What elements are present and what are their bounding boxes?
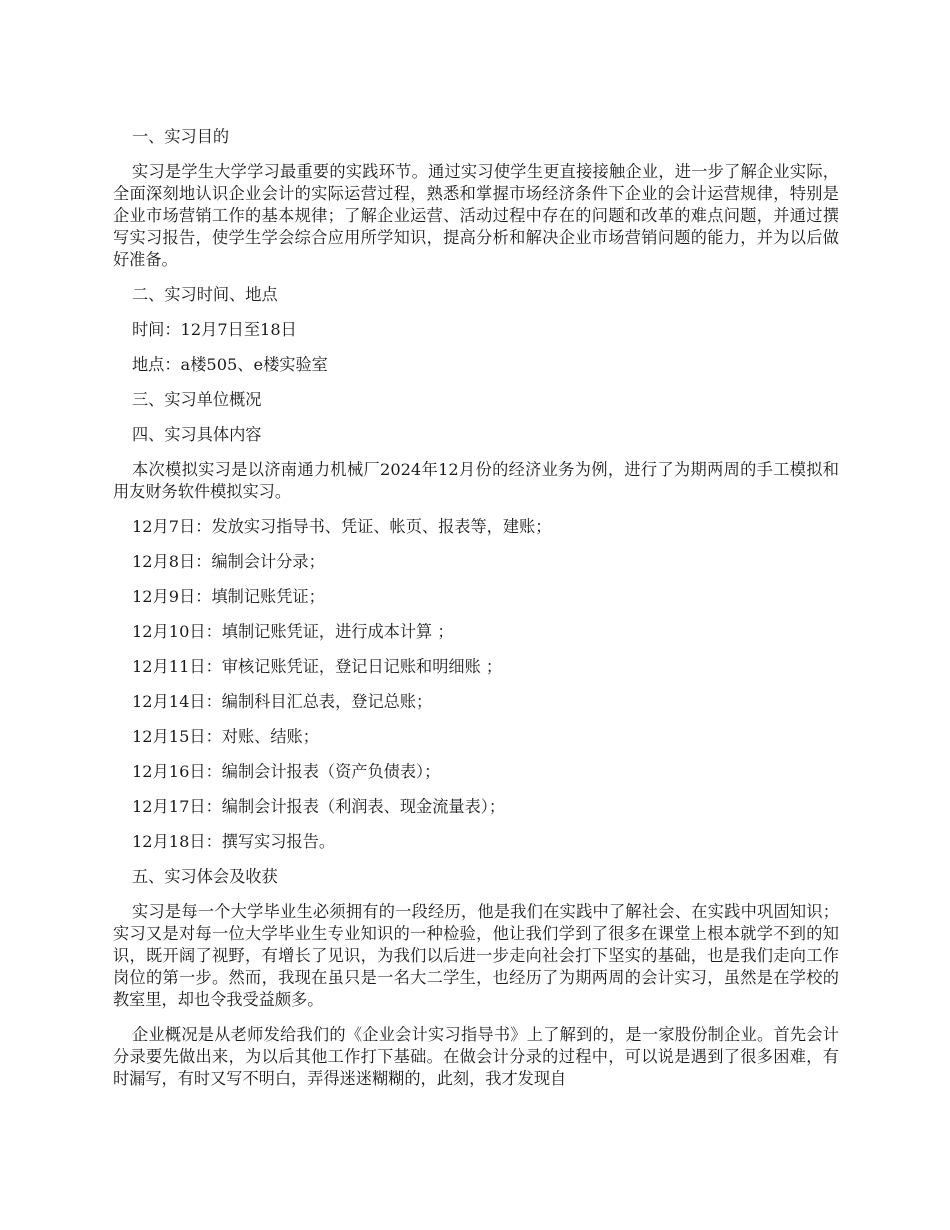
section-heading-objective: 一、实习目的 (132, 127, 230, 146)
paragraph-reflection-2: 企业概况是从老师发给我们的《企业会计实习指导书》上了解到的，是一家股份制企业。首先会计分录要先做出来，为以后其他工作打下基础。在做会计分录的过程中，可以说是遇到了很多困难，有时漏写，有时又写不明白，弄得迷迷糊糊的，此刻，我才发现自 (113, 1025, 839, 1088)
section-heading-time-place: 二、实习时间、地点 (132, 285, 278, 304)
section-heading-unit-overview: 三、实习单位概况 (132, 390, 262, 409)
schedule-item: 12月15日：对账、结账； (132, 727, 319, 746)
paragraph-content-intro: 本次模拟实习是以济南通力机械厂2024年12月份的经济业务为例，进行了为期两周的手工模拟和用友财务软件模拟实习。 (113, 460, 839, 501)
paragraph-objective: 实习是学生大学学习最重要的实践环节。通过实习使学生更直接接触企业，进一步了解企业实际，全面深刻地认识企业会计的实际运营过程，熟悉和掌握市场经济条件下企业的会计运营规律，特别是企业市场营销工作的基本规律；了解企业运营、活动过程中存在的问题和改革的难点问题，并通过撰写实习报告，使学生学会综合应用所学知识，提高分析和解决企业市场营销问题的能力，并为以后做好准备。 (113, 162, 839, 269)
line-place: 地点：a楼505、e楼实验室 (132, 355, 328, 374)
schedule-item: 12月16日：编制会计报表（资产负债表）； (132, 762, 441, 781)
paragraph-reflection-1: 实习是每一个大学毕业生必须拥有的一段经历，他是我们在实践中了解社会、在实践中巩固知识；实习又是对每一位大学毕业生专业知识的一种检验，他让我们学到了很多在课堂上根本就学不到的知识，既开阔了视野，有增长了见识，为我们以后进一步走向社会打下坚实的基础，也是我们走向工作岗位的第一步。然而，我现在虽只是一名大二学生，也经历了为期两周的会计实习，虽然是在学校的教室里，却也令我受益颇多。 (113, 902, 839, 1009)
schedule-item: 12月18日：撰写实习报告。 (132, 832, 336, 851)
section-heading-content: 四、实习具体内容 (132, 425, 262, 444)
document-page (113, 126, 839, 1103)
schedule-item: 12月11日：审核记账凭证，登记日记账和明细账 ； (132, 657, 503, 676)
line-time: 时间：12月7日至18日 (132, 320, 297, 339)
section-heading-reflection: 五、实习体会及收获 (132, 867, 278, 886)
schedule-item: 12月9日：填制记账凭证； (132, 587, 325, 606)
schedule-item: 12月8日：编制会计分录； (132, 552, 325, 571)
schedule-item: 12月7日：发放实习指导书、凭证、帐页、报表等，建账； (132, 517, 552, 536)
schedule-item: 12月17日：编制会计报表（利润表、现金流量表）； (132, 797, 506, 816)
schedule-item: 12月10日：填制记账凭证，进行成本计算 ； (132, 622, 454, 641)
schedule-item: 12月14日：编制科目汇总表，登记总账； (132, 692, 433, 711)
